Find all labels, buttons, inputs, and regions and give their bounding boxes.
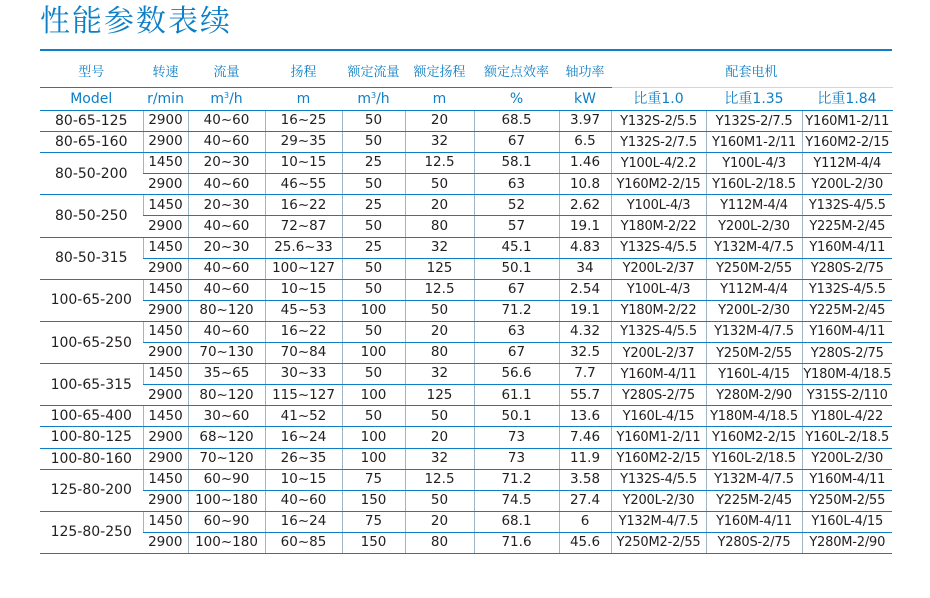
cell-flow: 40~60 (188, 321, 265, 342)
cell-rated-efficiency: 50.1 (474, 406, 559, 427)
cell-rated-efficiency: 74.5 (474, 490, 559, 511)
cell-rated-efficiency: 73 (474, 448, 559, 469)
cell-flow: 70~120 (188, 448, 265, 469)
unit-model: Model (40, 88, 143, 111)
table-body (40, 111, 892, 554)
header-shaft-power: 轴功率 (559, 57, 611, 88)
cell-rated-flow: 50 (342, 258, 405, 279)
header-model: 型号 (40, 57, 143, 88)
cell-rated-head: 50 (405, 406, 474, 427)
cell-shaft-power: 4.83 (559, 237, 611, 258)
unit-speed: r/min (143, 88, 188, 111)
cell-rated-head: 125 (405, 258, 474, 279)
table-row (40, 490, 892, 511)
cell-flow: 40~60 (188, 258, 265, 279)
cell-motor-sg-1: Y132S-2/7.5 (611, 132, 706, 153)
cell-speed: 2900 (143, 111, 188, 132)
cell-rated-head: 12.5 (405, 153, 474, 174)
cell-speed: 2900 (143, 385, 188, 406)
cell-rated-flow: 50 (342, 279, 405, 300)
cell-motor-sg-1-84: Y280S-2/75 (802, 343, 892, 364)
unit-rated-flow: $m^3/h$ (342, 88, 405, 111)
cell-rated-head: 80 (405, 532, 474, 553)
cell-motor-sg-1-84: Y200L-2/30 (802, 448, 892, 469)
cell-rated-flow: 100 (342, 300, 405, 321)
cell-model: 80-50-315 (40, 237, 143, 279)
cell-motor-sg-1-35: Y250M-2/55 (706, 343, 802, 364)
cell-shaft-power: 27.4 (559, 490, 611, 511)
cell-head: 30~33 (265, 364, 342, 385)
cell-shaft-power: 7.7 (559, 364, 611, 385)
cell-head: 72~87 (265, 216, 342, 237)
cell-flow: 40~60 (188, 111, 265, 132)
unit-motor-sg-1-35: 比重1.35 (706, 88, 802, 111)
cell-motor-sg-1-84: Y225M-2/45 (802, 300, 892, 321)
cell-rated-head: 32 (405, 132, 474, 153)
cell-model: 100-80-125 (40, 427, 143, 448)
table-row (40, 321, 892, 342)
table-row (40, 195, 892, 216)
cell-motor-sg-1-35: Y160L-2/18.5 (706, 448, 802, 469)
cell-rated-efficiency: 63 (474, 321, 559, 342)
cell-motor-sg-1-35: Y112M-4/4 (706, 279, 802, 300)
cell-motor-sg-1-35: Y160L-2/18.5 (706, 174, 802, 195)
cell-rated-flow: 25 (342, 153, 405, 174)
cell-motor-sg-1: Y200L-2/30 (611, 490, 706, 511)
cell-motor-sg-1-35: Y180M-4/18.5 (706, 406, 802, 427)
cell-motor-sg-1: Y160M2-2/15 (611, 448, 706, 469)
cell-rated-flow: 150 (342, 490, 405, 511)
cell-motor-sg-1: Y250M2-2/55 (611, 532, 706, 553)
cell-motor-sg-1: Y132S-2/5.5 (611, 111, 706, 132)
cell-motor-sg-1-35: Y160M2-2/15 (706, 427, 802, 448)
header-flow: 流量 (188, 57, 265, 88)
cell-shaft-power: 34 (559, 258, 611, 279)
cell-shaft-power: 2.54 (559, 279, 611, 300)
cell-motor-sg-1-35: Y200L-2/30 (706, 300, 802, 321)
cell-head: 26~35 (265, 448, 342, 469)
cell-rated-flow: 25 (342, 195, 405, 216)
unit-motor-sg-1-84: 比重1.84 (802, 88, 892, 111)
cell-rated-efficiency: 57 (474, 216, 559, 237)
cell-rated-head: 80 (405, 216, 474, 237)
unit-motor-sg-1: 比重1.0 (611, 88, 706, 111)
table-row (40, 511, 892, 532)
cell-speed: 2900 (143, 300, 188, 321)
table-row (40, 469, 892, 490)
cell-model: 125-80-200 (40, 469, 143, 511)
cell-head: 16~22 (265, 321, 342, 342)
cell-motor-sg-1-84: Y132S-4/5.5 (802, 279, 892, 300)
cell-head: 100~127 (265, 258, 342, 279)
table-row (40, 174, 892, 195)
cell-rated-flow: 100 (342, 427, 405, 448)
cell-head: 10~15 (265, 153, 342, 174)
cell-rated-efficiency: 61.1 (474, 385, 559, 406)
cell-motor-sg-1-35: Y100L-4/3 (706, 153, 802, 174)
cell-rated-head: 125 (405, 385, 474, 406)
cell-flow: 30~60 (188, 406, 265, 427)
cell-motor-sg-1-84: Y132S-4/5.5 (802, 195, 892, 216)
cell-rated-efficiency: 56.6 (474, 364, 559, 385)
table-row (40, 132, 892, 153)
units-row (40, 88, 892, 111)
cell-motor-sg-1: Y160M2-2/15 (611, 174, 706, 195)
cell-head: 16~24 (265, 427, 342, 448)
header-rated-head: 额定扬程 (405, 57, 474, 88)
cell-speed: 1450 (143, 153, 188, 174)
title-underline (40, 49, 892, 51)
unit-flow: $m^3/h$ (188, 88, 265, 111)
cell-motor-sg-1: Y132S-4/5.5 (611, 469, 706, 490)
cell-speed: 2900 (143, 427, 188, 448)
cell-shaft-power: 6.5 (559, 132, 611, 153)
cell-motor-sg-1: Y200L-2/37 (611, 343, 706, 364)
cell-shaft-power: 11.9 (559, 448, 611, 469)
cell-rated-head: 50 (405, 174, 474, 195)
cell-motor-sg-1-35: Y132M-4/7.5 (706, 237, 802, 258)
page-title: 性能参数表续 (40, 4, 232, 39)
cell-shaft-power: 6 (559, 511, 611, 532)
cell-rated-flow: 75 (342, 469, 405, 490)
cell-motor-sg-1-35: Y132M-4/7.5 (706, 321, 802, 342)
cell-motor-sg-1-35: Y280S-2/75 (706, 532, 802, 553)
cell-motor-sg-1-35: Y250M-2/55 (706, 258, 802, 279)
unit-shaft-power: kW (559, 88, 611, 111)
cell-motor-sg-1-84: Y180M-4/18.5 (802, 364, 892, 385)
cell-head: 40~60 (265, 490, 342, 511)
cell-motor-sg-1: Y160M-4/11 (611, 364, 706, 385)
cell-rated-flow: 50 (342, 216, 405, 237)
cell-model: 80-65-125 (40, 111, 143, 132)
cell-flow: 100~180 (188, 490, 265, 511)
cell-shaft-power: 19.1 (559, 216, 611, 237)
cell-rated-head: 32 (405, 364, 474, 385)
table-row (40, 279, 892, 300)
cell-speed: 1450 (143, 406, 188, 427)
cell-model: 100-65-200 (40, 279, 143, 321)
cell-rated-head: 32 (405, 237, 474, 258)
table-row (40, 448, 892, 469)
cell-head: 10~15 (265, 279, 342, 300)
cell-head: 16~22 (265, 195, 342, 216)
table-row (40, 427, 892, 448)
cell-rated-head: 20 (405, 427, 474, 448)
cell-flow: 60~90 (188, 511, 265, 532)
cell-rated-efficiency: 58.1 (474, 153, 559, 174)
cell-rated-flow: 50 (342, 174, 405, 195)
table-row (40, 237, 892, 258)
cell-motor-sg-1: Y160M1-2/11 (611, 427, 706, 448)
header-motor: 配套电机 (611, 57, 892, 88)
cell-head: 29~35 (265, 132, 342, 153)
table-row (40, 111, 892, 132)
cell-model: 100-65-400 (40, 406, 143, 427)
cell-flow: 80~120 (188, 300, 265, 321)
cell-rated-flow: 50 (342, 321, 405, 342)
cell-flow: 40~60 (188, 174, 265, 195)
cell-speed: 1450 (143, 237, 188, 258)
cell-speed: 1450 (143, 195, 188, 216)
cell-speed: 2900 (143, 490, 188, 511)
cell-rated-efficiency: 71.6 (474, 532, 559, 553)
cell-motor-sg-1: Y160L-4/15 (611, 406, 706, 427)
cell-model: 100-65-250 (40, 321, 143, 363)
table-row (40, 216, 892, 237)
cell-rated-head: 50 (405, 490, 474, 511)
cell-rated-flow: 100 (342, 448, 405, 469)
cell-model: 80-50-250 (40, 195, 143, 237)
table-row (40, 300, 892, 321)
cell-rated-head: 20 (405, 511, 474, 532)
cell-shaft-power: 2.62 (559, 195, 611, 216)
cell-model: 80-50-200 (40, 153, 143, 195)
cell-model: 125-80-250 (40, 511, 143, 553)
cell-motor-sg-1-35: Y132S-2/7.5 (706, 111, 802, 132)
cell-shaft-power: 45.6 (559, 532, 611, 553)
cell-rated-efficiency: 73 (474, 427, 559, 448)
table-row (40, 258, 892, 279)
header-head: 扬程 (265, 57, 342, 88)
cell-motor-sg-1: Y100L-4/2.2 (611, 153, 706, 174)
cell-rated-efficiency: 67 (474, 279, 559, 300)
unit-head: m (265, 88, 342, 111)
cell-speed: 2900 (143, 258, 188, 279)
performance-table (40, 57, 893, 554)
cell-shaft-power: 4.32 (559, 321, 611, 342)
cell-shaft-power: 32.5 (559, 343, 611, 364)
cell-speed: 2900 (143, 174, 188, 195)
cell-motor-sg-1-35: Y200L-2/30 (706, 216, 802, 237)
cell-motor-sg-1-35: Y160M-4/11 (706, 511, 802, 532)
cell-speed: 2900 (143, 532, 188, 553)
table-row (40, 153, 892, 174)
table-row (40, 343, 892, 364)
cell-flow: 60~90 (188, 469, 265, 490)
cell-motor-sg-1: Y132M-4/7.5 (611, 511, 706, 532)
cell-flow: 40~60 (188, 132, 265, 153)
cell-motor-sg-1: Y132S-4/5.5 (611, 237, 706, 258)
cell-rated-efficiency: 68.5 (474, 111, 559, 132)
cell-rated-head: 12.5 (405, 469, 474, 490)
cell-model: 100-65-315 (40, 364, 143, 406)
cell-head: 41~52 (265, 406, 342, 427)
cell-motor-sg-1-84: Y160L-2/18.5 (802, 427, 892, 448)
cell-rated-efficiency: 71.2 (474, 469, 559, 490)
cell-shaft-power: 13.6 (559, 406, 611, 427)
cell-head: 16~24 (265, 511, 342, 532)
cell-flow: 40~60 (188, 216, 265, 237)
cell-model: 80-65-160 (40, 132, 143, 153)
table-row (40, 385, 892, 406)
cell-rated-head: 80 (405, 343, 474, 364)
cell-rated-head: 20 (405, 321, 474, 342)
cell-rated-efficiency: 71.2 (474, 300, 559, 321)
cell-flow: 80~120 (188, 385, 265, 406)
cell-head: 45~53 (265, 300, 342, 321)
cell-motor-sg-1-35: Y160M1-2/11 (706, 132, 802, 153)
cell-rated-head: 20 (405, 111, 474, 132)
cell-head: 16~25 (265, 111, 342, 132)
cell-motor-sg-1-84: Y225M-2/45 (802, 216, 892, 237)
cell-rated-flow: 150 (342, 532, 405, 553)
cell-rated-efficiency: 50.1 (474, 258, 559, 279)
cell-motor-sg-1: Y180M-2/22 (611, 216, 706, 237)
cell-motor-sg-1: Y180M-2/22 (611, 300, 706, 321)
cell-flow: 20~30 (188, 237, 265, 258)
cell-rated-head: 50 (405, 300, 474, 321)
cell-speed: 2900 (143, 216, 188, 237)
cell-motor-sg-1-84: Y280M-2/90 (802, 532, 892, 553)
cell-rated-efficiency: 52 (474, 195, 559, 216)
cell-flow: 40~60 (188, 279, 265, 300)
cell-rated-flow: 50 (342, 111, 405, 132)
unit-rated-efficiency: % (474, 88, 559, 111)
cell-motor-sg-1-84: Y112M-4/4 (802, 153, 892, 174)
cell-head: 70~84 (265, 343, 342, 364)
header-speed: 转速 (143, 57, 188, 88)
cell-speed: 1450 (143, 469, 188, 490)
cell-rated-flow: 50 (342, 406, 405, 427)
cell-shaft-power: 1.46 (559, 153, 611, 174)
cell-head: 115~127 (265, 385, 342, 406)
cell-motor-sg-1: Y100L-4/3 (611, 279, 706, 300)
cell-motor-sg-1-35: Y112M-4/4 (706, 195, 802, 216)
cell-motor-sg-1-84: Y160M-4/11 (802, 469, 892, 490)
cell-motor-sg-1-84: Y280S-2/75 (802, 258, 892, 279)
cell-motor-sg-1-84: Y160L-4/15 (802, 511, 892, 532)
cell-rated-flow: 50 (342, 364, 405, 385)
cell-motor-sg-1-84: Y160M2-2/15 (802, 132, 892, 153)
cell-rated-efficiency: 45.1 (474, 237, 559, 258)
cell-shaft-power: 3.58 (559, 469, 611, 490)
cell-model: 100-80-160 (40, 448, 143, 469)
cell-speed: 1450 (143, 511, 188, 532)
cell-flow: 20~30 (188, 195, 265, 216)
cell-speed: 2900 (143, 343, 188, 364)
unit-rated-head: m (405, 88, 474, 111)
cell-rated-head: 12.5 (405, 279, 474, 300)
cell-motor-sg-1-84: Y160M-4/11 (802, 321, 892, 342)
cell-head: 10~15 (265, 469, 342, 490)
cell-speed: 1450 (143, 364, 188, 385)
cell-rated-flow: 100 (342, 385, 405, 406)
cell-motor-sg-1-84: Y250M-2/55 (802, 490, 892, 511)
cell-flow: 70~130 (188, 343, 265, 364)
cell-speed: 2900 (143, 132, 188, 153)
cell-rated-head: 32 (405, 448, 474, 469)
cell-flow: 68~120 (188, 427, 265, 448)
cell-shaft-power: 19.1 (559, 300, 611, 321)
cell-rated-efficiency: 67 (474, 343, 559, 364)
cell-motor-sg-1-84: Y315S-2/110 (802, 385, 892, 406)
cell-shaft-power: 10.8 (559, 174, 611, 195)
cell-speed: 1450 (143, 279, 188, 300)
cell-rated-flow: 25 (342, 237, 405, 258)
cell-motor-sg-1-35: Y280M-2/90 (706, 385, 802, 406)
cell-rated-efficiency: 63 (474, 174, 559, 195)
cell-flow: 100~180 (188, 532, 265, 553)
cell-rated-flow: 100 (342, 343, 405, 364)
table-row (40, 364, 892, 385)
table-row (40, 532, 892, 553)
cell-speed: 1450 (143, 321, 188, 342)
cell-rated-flow: 75 (342, 511, 405, 532)
cell-speed: 2900 (143, 448, 188, 469)
cell-motor-sg-1-35: Y160L-4/15 (706, 364, 802, 385)
header-rated-flow: 额定流量 (342, 57, 405, 88)
cell-shaft-power: 55.7 (559, 385, 611, 406)
cell-head: 25.6~33 (265, 237, 342, 258)
cell-rated-flow: 50 (342, 132, 405, 153)
cell-head: 46~55 (265, 174, 342, 195)
cell-rated-efficiency: 67 (474, 132, 559, 153)
cell-rated-efficiency: 68.1 (474, 511, 559, 532)
cell-motor-sg-1-84: Y180L-4/22 (802, 406, 892, 427)
cell-motor-sg-1-35: Y132M-4/7.5 (706, 469, 802, 490)
cell-shaft-power: 7.46 (559, 427, 611, 448)
header-row (40, 57, 892, 88)
cell-rated-head: 20 (405, 195, 474, 216)
cell-motor-sg-1-84: Y200L-2/30 (802, 174, 892, 195)
cell-flow: 35~65 (188, 364, 265, 385)
cell-motor-sg-1-84: Y160M1-2/11 (802, 111, 892, 132)
cell-motor-sg-1: Y132S-4/5.5 (611, 321, 706, 342)
table-row (40, 406, 892, 427)
cell-head: 60~85 (265, 532, 342, 553)
cell-motor-sg-1: Y200L-2/37 (611, 258, 706, 279)
cell-motor-sg-1: Y100L-4/3 (611, 195, 706, 216)
header-rated-efficiency: 额定点效率 (474, 57, 559, 88)
cell-motor-sg-1-84: Y160M-4/11 (802, 237, 892, 258)
cell-flow: 20~30 (188, 153, 265, 174)
cell-motor-sg-1-35: Y225M-2/45 (706, 490, 802, 511)
cell-shaft-power: 3.97 (559, 111, 611, 132)
cell-motor-sg-1: Y280S-2/75 (611, 385, 706, 406)
